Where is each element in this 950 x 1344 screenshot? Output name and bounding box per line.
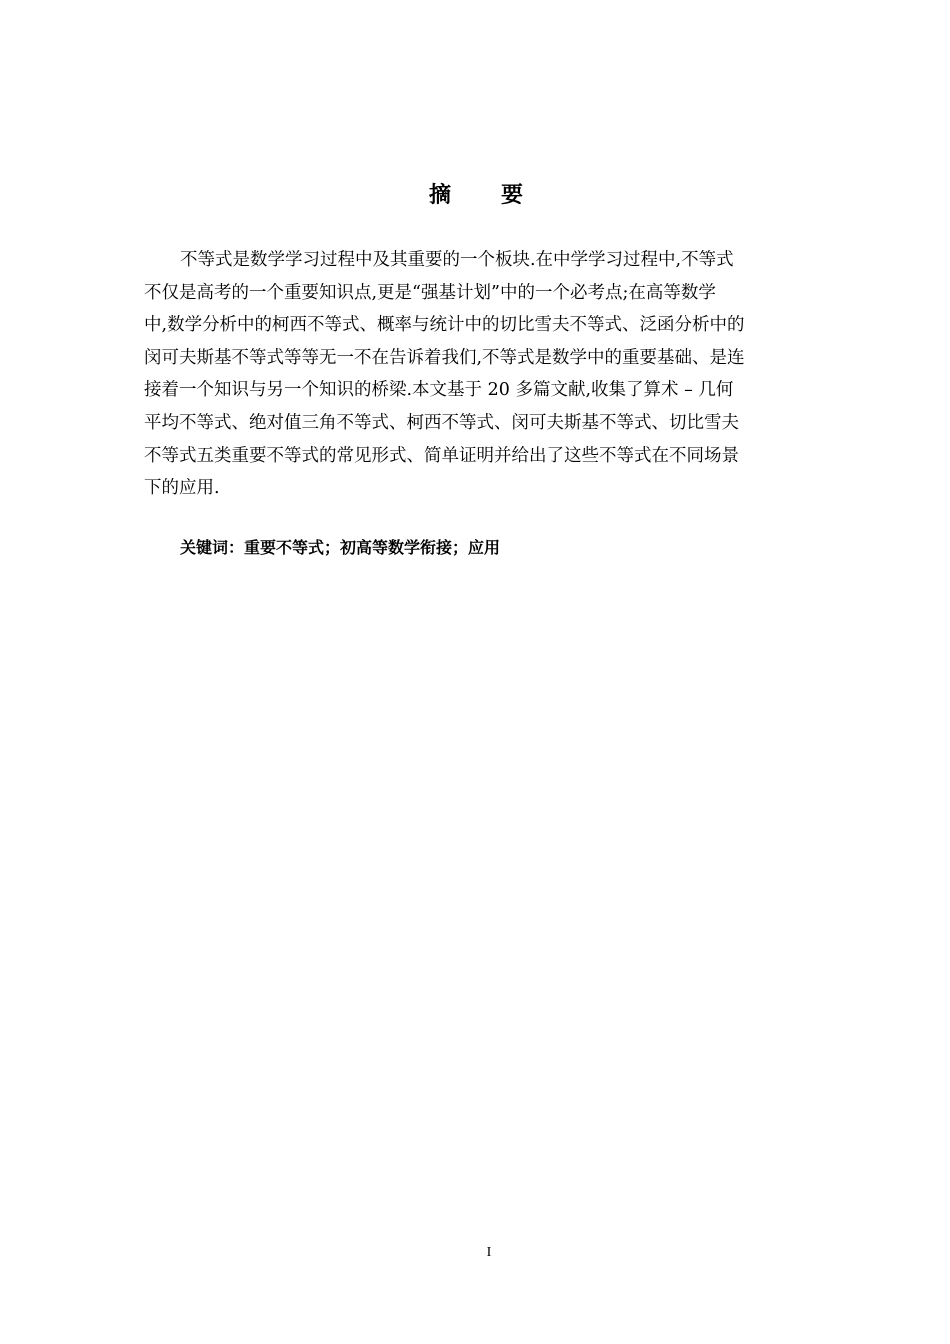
keywords-value: 重要不等式；初高等数学衔接；应用 (244, 538, 501, 557)
abstract-line: 不等式是数学学习过程中及其重要的一个板块.在中学学习过程中,不等式 (180, 250, 734, 270)
page-number: I (486, 1245, 492, 1260)
abstract-line: 下的应用. (144, 478, 220, 499)
abstract-title: 摘要 (428, 183, 573, 208)
abstract-line: 中,数学分析中的柯西不等式、概率与统计中的切比雪夫不等式、泛函分析中的 (144, 315, 745, 336)
abstract-body (144, 244, 806, 505)
abstract-line: 闵可夫斯基不等式等等无一不在告诉着我们,不等式是数学中的重要基础、是连 (144, 347, 745, 368)
keywords-label: 关键词： (180, 538, 245, 557)
abstract-line: 接着一个知识与另一个知识的桥梁.本文基于 20 多篇文献,收集了算术 – 几何 (144, 380, 734, 401)
abstract-line: 不仅是高考的一个重要知识点,更是“强基计划”中的一个必考点;在高等数学 (144, 282, 716, 303)
abstract-line: 不等式五类重要不等式的常见形式、简单证明并给出了这些不等式在不同场景 (144, 445, 739, 466)
keywords-line (180, 536, 500, 560)
abstract-line: 平均不等式、绝对值三角不等式、柯西不等式、闵可夫斯基不等式、切比雪夫 (144, 412, 739, 433)
